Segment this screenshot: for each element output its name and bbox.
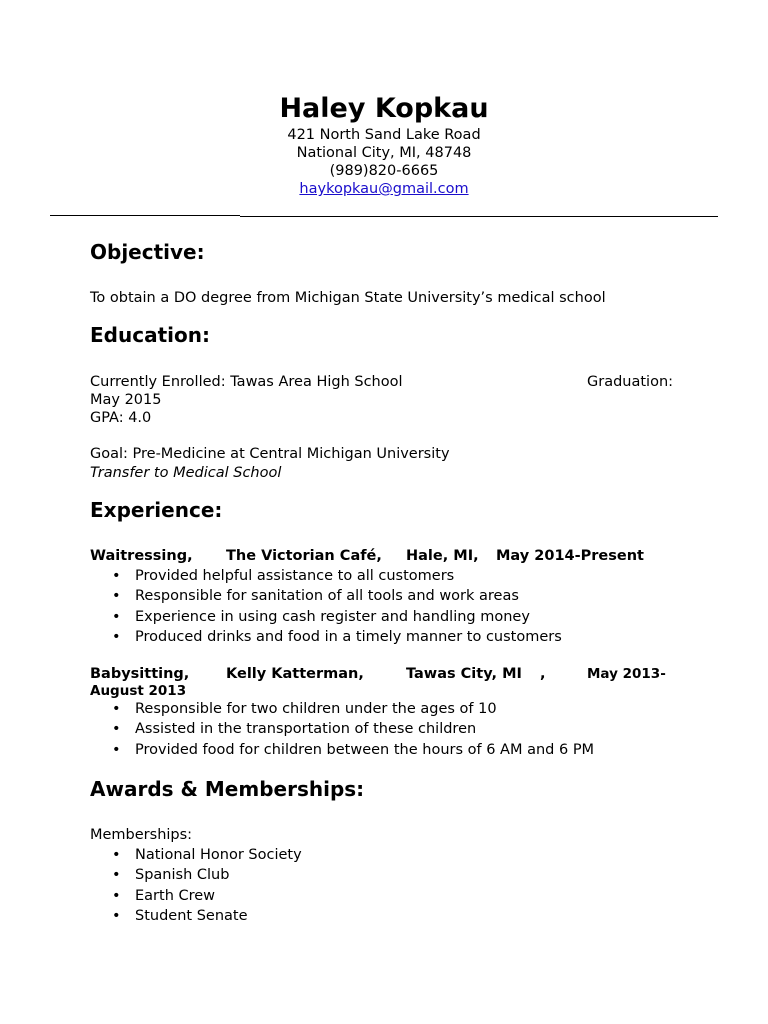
- list-item: • Provided helpful assistance to all customers: [90, 566, 562, 586]
- job-location: Tawas City, MI: [406, 666, 522, 682]
- list-item: • Responsible for sanitation of all tools and work areas: [90, 586, 562, 606]
- job-dates: May 2013-: [587, 666, 666, 682]
- list-item: • Assisted in the transportation of these children: [90, 719, 594, 739]
- graduation-date: May 2015: [90, 392, 162, 408]
- job-role: Babysitting,: [90, 666, 190, 682]
- job-employer: Kelly Katterman,: [226, 666, 364, 682]
- applicant-name: Haley Kopkau: [279, 93, 489, 124]
- job-dates: May 2014-Present: [496, 548, 644, 564]
- job-duties-list: [90, 566, 562, 648]
- education-goal: Goal: Pre-Medicine at Central Michigan University: [90, 446, 450, 462]
- objective-text: To obtain a DO degree from Michigan State University’s medical school: [90, 290, 606, 306]
- job-location: Hale, MI,: [406, 548, 479, 564]
- education-enrolled: Currently Enrolled: Tawas Area High School: [90, 374, 403, 390]
- job-role: Waitressing,: [90, 548, 193, 564]
- education-heading: Education:: [90, 323, 210, 347]
- address-line-2: National City, MI, 48748: [296, 145, 472, 161]
- job-employer: The Victorian Café,: [226, 548, 382, 564]
- job-duties-list: [90, 699, 594, 760]
- awards-heading: Awards & Memberships:: [90, 777, 365, 801]
- list-item: • National Honor Society: [90, 845, 302, 865]
- header-divider: [240, 216, 718, 217]
- list-item: • Spanish Club: [90, 865, 302, 885]
- graduation-label: Graduation:: [587, 374, 674, 390]
- resume-page: Haley Kopkau 421 North Sand Lake Road National City, MI, 48748 (989)820-6665 haykopkau@gmail.com Objective: To obtain a DO degree from Michigan State University’s medical school Education: Currently Enrolled: Tawas Area High School Graduation: May 2015 GPA: 4.0 Goal: Pre-Medicine at Central Michigan University Transfer to Medical School Experience: Waitressing, The Victorian Café, Hale, MI, May 2014-Present • Provided helpful assistance to all customers • Responsible for sanitation of all tools and work areas • Experience in using cash register and handling money • Produced drinks and food in a timely manner to customers Babysitting, Kelly Katterman, Tawas City, MI , May 2013- August 2013 • Responsible for two children under the ages of 10 • Assisted in the transportation of these children • Provided food for children between the hours of 6 AM and 6 PM Awards & Memberships: Memberships: • National Honor Society • Spanish Club • Earth Crew • Student Senate: [0, 0, 768, 1024]
- header-divider: [50, 215, 240, 216]
- list-item: • Provided food for children between the hours of 6 AM and 6 PM: [90, 740, 594, 760]
- list-item: • Produced drinks and food in a timely manner to customers: [90, 627, 562, 647]
- education-goal-note: Transfer to Medical School: [90, 465, 282, 481]
- memberships-label: Memberships:: [90, 827, 193, 843]
- objective-heading: Objective:: [90, 240, 205, 264]
- email-link[interactable]: haykopkau@gmail.com: [299, 181, 469, 197]
- resume-header: [0, 92, 768, 198]
- phone-number: (989)820-6665: [329, 163, 439, 179]
- list-item: • Student Senate: [90, 906, 302, 926]
- list-item: • Responsible for two children under the ages of 10: [90, 699, 594, 719]
- job-location-comma: ,: [540, 666, 546, 682]
- list-item: • Earth Crew: [90, 886, 302, 906]
- address-line-1: 421 North Sand Lake Road: [287, 127, 481, 143]
- list-item: • Experience in using cash register and handling money: [90, 607, 562, 627]
- education-gpa: GPA: 4.0: [90, 410, 152, 426]
- experience-heading: Experience:: [90, 498, 223, 522]
- memberships-list: [90, 845, 302, 927]
